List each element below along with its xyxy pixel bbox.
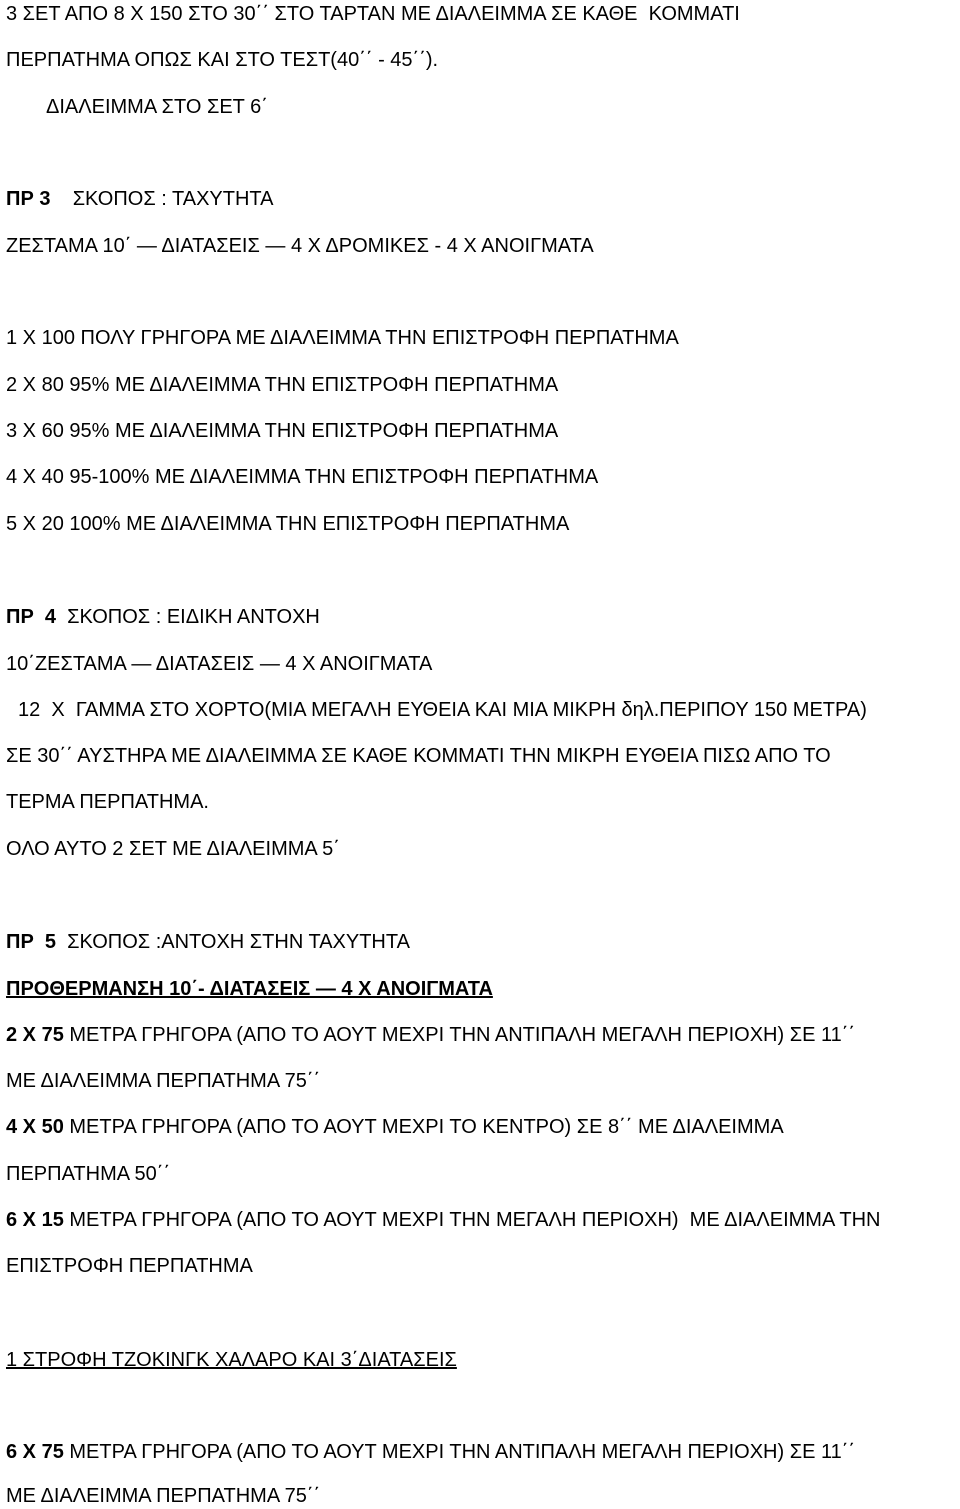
text-line-3: ΔΙΑΛΕΙΜΜΑ ΣΤΟ ΣΕΤ 6΄ bbox=[46, 96, 268, 118]
pr5-set-3-reps: 6 Χ 15 bbox=[6, 1209, 64, 1231]
text-line-2: ΠΕΡΠΑΤΗΜΑ ΟΠΩΣ ΚΑΙ ΣΤΟ ΤΕΣΤ(40΄΄ - 45΄΄). bbox=[6, 49, 439, 71]
pr3-set-2: 2 Χ 80 95% ΜΕ ΔΙΑΛΕΙΜΜΑ ΤΗΝ ΕΠΙΣΤΡΟΦΗ ΠΕΡΠΑΤΗΜΑ bbox=[6, 374, 559, 396]
pr5-set-4-line-1 bbox=[6, 1440, 855, 1464]
pr4-main-set-line-3: ΤΕΡΜΑ ΠΕΡΠΑΤΗΜΑ. bbox=[6, 791, 209, 813]
section-pr5-heading bbox=[6, 930, 410, 954]
pr5-set-3-desc: ΜΕΤΡΑ ΓΡΗΓΟΡΑ (ΑΠΟ ΤΟ ΑΟΥΤ ΜΕΧΡΙ ΤΗΝ ΜΕΓΑΛΗ ΠΕΡΙΟΧΗ) ΜΕ ΔΙΑΛΕΙΜΜΑ ΤΗΝ bbox=[63, 1209, 881, 1231]
pr5-set-3-line-1 bbox=[6, 1208, 881, 1232]
pr3-set-5: 5 Χ 20 100% ΜΕ ΔΙΑΛΕΙΜΜΑ ΤΗΝ ΕΠΙΣΤΡΟΦΗ ΠΕΡΠΑΤΗΜΑ bbox=[6, 513, 570, 535]
pr5-set-4-line-2: ΜΕ ΔΙΑΛΕΙΜΜΑ ΠΕΡΠΑΤΗΜΑ 75΄΄ bbox=[6, 1485, 321, 1507]
section-pr3-label: ΠΡ 3 bbox=[6, 188, 51, 210]
pr5-set-1-line-2: ΜΕ ΔΙΑΛΕΙΜΜΑ ΠΕΡΠΑΤΗΜΑ 75΄΄ bbox=[6, 1070, 321, 1092]
pr5-warmup-line: ΠΡΟΘΕΡΜΑΝΣΗ 10΄- ΔΙΑΤΑΣΕΙΣ — 4 Χ ΑΝΟΙΓΜΑΤΑ bbox=[6, 978, 493, 1000]
pr5-set-4-desc: ΜΕΤΡΑ ΓΡΗΓΟΡΑ (ΑΠΟ ΤΟ ΑΟΥΤ ΜΕΧΡΙ ΤΗΝ ΑΝΤΙΠΑΛΗ ΜΕΓΑΛΗ ΠΕΡΙΟΧΗ) ΣΕ 11΄΄ bbox=[63, 1441, 856, 1463]
pr4-rest-note: ΟΛΟ ΑΥΤΟ 2 ΣΕΤ ΜΕ ΔΙΑΛΕΙΜΜΑ 5΄ bbox=[6, 838, 340, 860]
section-pr4-label: ΠΡ 4 bbox=[6, 606, 57, 628]
pr5-set-2-desc: ΜΕΤΡΑ ΓΡΗΓΟΡΑ (ΑΠΟ ΤΟ ΑΟΥΤ ΜΕΧΡΙ ΤΟ ΚΕΝΤΡΟ) ΣΕ 8΄΄ ΜΕ ΔΙΑΛΕΙΜΜΑ bbox=[63, 1116, 784, 1138]
text-line-1: 3 ΣΕΤ ΑΠΟ 8 Χ 150 ΣΤΟ 30΄΄ ΣΤΟ ΤΑΡΤΑΝ ΜΕ ΔΙΑΛΕΙΜΜΑ ΣΕ ΚΑΘΕ ΚΟΜΜΑΤΙ bbox=[6, 3, 740, 25]
pr3-set-3: 3 Χ 60 95% ΜΕ ΔΙΑΛΕΙΜΜΑ ΤΗΝ ΕΠΙΣΤΡΟΦΗ ΠΕΡΠΑΤΗΜΑ bbox=[6, 420, 559, 442]
section-pr4-heading bbox=[6, 605, 320, 629]
section-pr3-heading bbox=[6, 187, 274, 211]
pr5-set-1-line-1 bbox=[6, 1023, 855, 1047]
pr5-recovery-line: 1 ΣΤΡΟΦΗ ΤΖΟΚΙΝΓΚ ΧΑΛΑΡΟ ΚΑΙ 3΄ΔΙΑΤΑΣΕΙΣ bbox=[6, 1349, 457, 1371]
section-pr5-goal: ΣΚΟΠΟΣ :ΑΝΤΟΧΗ ΣΤΗΝ ΤΑΧΥΤΗΤΑ bbox=[56, 931, 410, 953]
pr3-set-1: 1 Χ 100 ΠΟΛΥ ΓΡΗΓΟΡΑ ΜΕ ΔΙΑΛΕΙΜΜΑ ΤΗΝ ΕΠΙΣΤΡΟΦΗ ΠΕΡΠΑΤΗΜΑ bbox=[6, 327, 679, 349]
pr5-set-1-reps: 2 Χ 75 bbox=[6, 1024, 64, 1046]
pr4-main-set-line-1: 12 Χ ΓΑΜΜΑ ΣΤΟ ΧΟΡΤΟ(ΜΙΑ ΜΕΓΑΛΗ ΕΥΘΕΙΑ ΚΑΙ ΜΙΑ ΜΙΚΡΗ δηλ.ΠΕΡΙΠΟΥ 150 ΜΕΤΡΑ) bbox=[18, 699, 867, 721]
pr5-set-4-reps: 6 Χ 75 bbox=[6, 1441, 64, 1463]
pr5-set-2-line-1 bbox=[6, 1115, 784, 1139]
section-pr3-goal: ΣΚΟΠΟΣ : ΤΑΧΥΤΗΤΑ bbox=[50, 188, 274, 210]
pr3-set-4: 4 Χ 40 95-100% ΜΕ ΔΙΑΛΕΙΜΜΑ ΤΗΝ ΕΠΙΣΤΡΟΦΗ ΠΕΡΠΑΤΗΜΑ bbox=[6, 466, 599, 488]
section-pr5-label: ΠΡ 5 bbox=[6, 931, 57, 953]
pr5-set-3-line-2: ΕΠΙΣΤΡΟΦΗ ΠΕΡΠΑΤΗΜΑ bbox=[6, 1255, 253, 1277]
pr5-set-1-desc: ΜΕΤΡΑ ΓΡΗΓΟΡΑ (ΑΠΟ ΤΟ ΑΟΥΤ ΜΕΧΡΙ ΤΗΝ ΑΝΤΙΠΑΛΗ ΜΕΓΑΛΗ ΠΕΡΙΟΧΗ) ΣΕ 11΄΄ bbox=[63, 1024, 856, 1046]
pr5-set-2-reps: 4 Χ 50 bbox=[6, 1116, 64, 1138]
section-pr4-goal: ΣΚΟΠΟΣ : ΕΙΔΙΚΗ ΑΝΤΟΧΗ bbox=[56, 606, 320, 628]
pr4-main-set-line-2: ΣΕ 30΄΄ ΑΥΣΤΗΡΑ ΜΕ ΔΙΑΛΕΙΜΜΑ ΣΕ ΚΑΘΕ ΚΟΜΜΑΤΙ ΤΗΝ ΜΙΚΡΗ ΕΥΘΕΙΑ ΠΙΣΩ ΑΠΟ ΤΟ bbox=[6, 745, 831, 767]
pr5-set-2-line-2: ΠΕΡΠΑΤΗΜΑ 50΄΄ bbox=[6, 1163, 171, 1185]
pr3-warmup-line: ΖΕΣΤΑΜΑ 10΄ — ΔΙΑΤΑΣΕΙΣ — 4 Χ ΔΡΟΜΙΚΕΣ - 4 Χ ΑΝΟΙΓΜΑΤΑ bbox=[6, 235, 594, 257]
pr4-warmup-line: 10΄ΖΕΣΤΑΜΑ — ΔΙΑΤΑΣΕΙΣ — 4 Χ ΑΝΟΙΓΜΑΤΑ bbox=[6, 653, 433, 675]
